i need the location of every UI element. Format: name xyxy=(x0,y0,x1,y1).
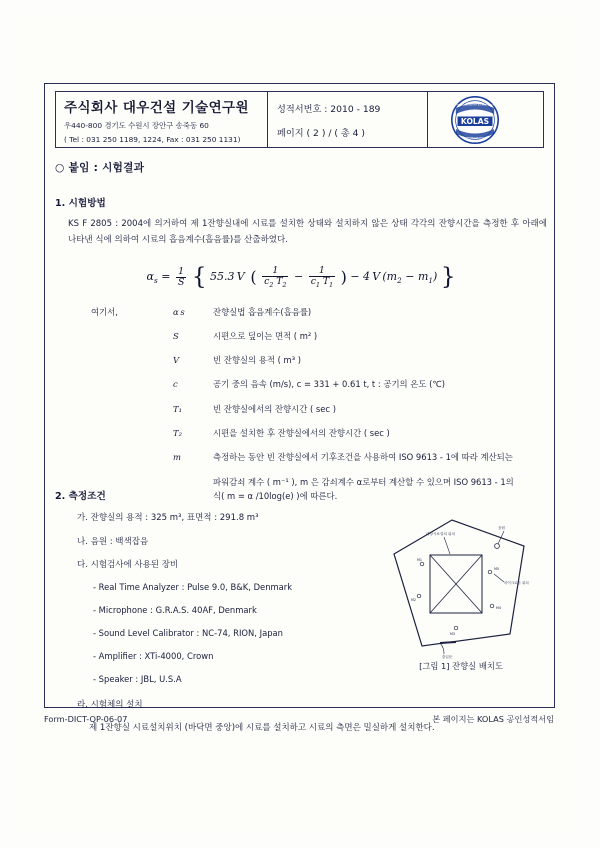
svg-text:음원: 음원 xyxy=(498,526,505,530)
definition-symbol: V xyxy=(173,355,180,366)
formula-term1: $\frac{1}{c_2 T_2}$ xyxy=(264,264,287,289)
definition-row xyxy=(173,403,547,416)
section2-item: 다. 시험검사에 사용된 장비 xyxy=(77,560,179,570)
definition-text: 빈 잔향실에서의 잔향시간 ( sec ) xyxy=(213,403,336,414)
formula-minus1: − xyxy=(293,270,304,284)
definition-row xyxy=(173,330,547,343)
definition-symbol: T₂ xyxy=(173,427,182,438)
section2-installation-text: 제 1잔향실 시료설치위치 (바닥면 중앙)에 시료를 설치하고 시료의 측면은 밀실하게 설치한다. xyxy=(89,723,435,733)
svg-text:TESTING KR 0172: TESTING KR 0172 xyxy=(465,137,485,140)
header-company-cell xyxy=(56,92,268,147)
formula-right-brace: } xyxy=(440,264,456,291)
svg-text:M3: M3 xyxy=(450,632,456,636)
svg-text:M4: M4 xyxy=(496,606,502,610)
section1-title: 1. 시험방법 xyxy=(55,198,106,209)
formula-minus3: − xyxy=(401,270,418,284)
formula-block xyxy=(55,264,547,290)
formula-const: 55.3 V xyxy=(210,270,247,284)
page-number: 페이지 ( 2 ) / ( 총 4 ) xyxy=(277,128,365,139)
section2-item: 나. 음원 : 백색잡음 xyxy=(77,536,149,547)
definition-row xyxy=(91,306,547,319)
section2-title: 2. 측정조건 xyxy=(55,491,106,502)
figure-caption: [그림 1] 잔향실 배치도 xyxy=(419,661,503,671)
svg-text:마이크로폰 위치: 마이크로폰 위치 xyxy=(504,581,529,585)
equipment-item: - Speaker : JBL, U.S.A xyxy=(93,673,182,684)
definition-symbol: S xyxy=(173,331,179,342)
attachment-heading: ○ 붙임 : 시험결과 xyxy=(55,162,145,174)
report-number: 성적서번호 : 2010 - 189 xyxy=(277,104,381,115)
formula-paren-close: ) xyxy=(340,267,347,287)
equipment-item: - Real Time Analyzer : Pulse 9.0, B&K, Denmark xyxy=(93,581,293,592)
svg-text:KOLAS: KOLAS xyxy=(460,117,490,127)
kolas-logo-icon xyxy=(450,95,500,145)
definition-row xyxy=(173,354,547,367)
absorption-formula xyxy=(147,264,456,290)
formula-m1: $m_1$ xyxy=(417,270,434,286)
section1-paragraph: KS F 2805 : 2004에 의거하여 제 1잔향실내에 시료를 설치한 상태와 설치하지 않은 상태 각각의 잔향시간을 측정한 후 아래에 나타낸 식에 의하여 시료의 흡음계수(흡음률)를 산출하였다. xyxy=(68,219,547,245)
footer-kolas-note: 본 페이지는 KOLAS 공인성적서임 xyxy=(432,714,554,724)
svg-text:대상시료설치 위치: 대상시료설치 위치 xyxy=(426,532,455,536)
formula-m2: $m_2$ xyxy=(386,270,402,286)
formula-equals: = xyxy=(161,270,174,284)
definition-list xyxy=(55,306,547,503)
definition-text: 빈 잔향실의 용적 ( m³ ) xyxy=(213,355,301,366)
document-body xyxy=(55,160,547,503)
header-report-cell xyxy=(268,92,428,147)
formula-lhs: $\alpha_s$ xyxy=(146,270,158,286)
company-address: 우440-800 경기도 수원시 장안구 송죽동 60 xyxy=(64,121,209,130)
svg-text:M5: M5 xyxy=(494,567,500,571)
svg-text:M1: M1 xyxy=(417,558,423,562)
header-table xyxy=(55,91,544,148)
formula-minus2: − 4 V ( xyxy=(350,270,387,284)
definition-symbol: c xyxy=(173,379,178,390)
section2-item: 가. 잔향실의 용적 : 325 m³, 표면적 : 291.8 m³ xyxy=(77,513,259,523)
equipment-item: - Sound Level Calibrator : NC-74, RION, Japan xyxy=(93,627,283,638)
definition-text: 측정하는 동안 빈 잔향실에서 기후조건을 사용하여 ISO 9613 - 1에 따라 계산되는 xyxy=(213,451,513,462)
definition-text: 잔향실법 흡음계수(흡음률) xyxy=(213,307,312,318)
definition-text: 시편을 설치한 후 잔향실에서의 잔향시간 ( sec ) xyxy=(213,427,390,438)
footer-form-code: Form-DICT-QP-06-07 xyxy=(44,714,128,724)
reverberation-room-figure xyxy=(378,510,536,660)
definition-symbol: T₁ xyxy=(173,403,182,414)
definition-symbol: α s xyxy=(173,307,185,318)
company-telephone: ( Tel : 031 250 1189, 1224, Fax : 031 250 1131) xyxy=(64,134,241,144)
definition-row xyxy=(173,378,547,391)
definition-row xyxy=(173,451,547,464)
header-logo-cell xyxy=(428,92,543,147)
definition-text: 시편으로 덮이는 면적 ( m² ) xyxy=(213,331,318,342)
section2-installation-title: 라. 시험체의 설치 xyxy=(77,699,143,710)
definition-m-line3: 식( m = α /10log(e) )에 따른다. xyxy=(213,490,338,501)
formula-left-brace: { xyxy=(191,264,207,291)
svg-text:KOREA LABORATORY ACCREDITATION: KOREA LABORATORY ACCREDITATION xyxy=(455,104,495,107)
definition-text: 공기 중의 음속 (m/s), c = 331 + 0.61 t, t : 공기의 온도 (℃) xyxy=(213,379,446,390)
definition-lead: 여기서, xyxy=(91,307,118,318)
formula-paren-open: ( xyxy=(250,267,257,287)
definition-m-line2: 파워감쇠 계수 ( m⁻¹ ), m 은 감쇠계수 α로부터 계산할 수 있으며 ISO 9613 - 1의 xyxy=(213,476,514,487)
definition-symbol: m xyxy=(173,451,181,462)
formula-paren-close2: ) xyxy=(433,270,438,284)
formula-one-over-S: $\frac{1}{S}$ xyxy=(177,266,185,288)
definition-row xyxy=(173,427,547,440)
svg-text:M2: M2 xyxy=(411,598,417,602)
equipment-item: - Amplifier : XTi-4000, Crown xyxy=(93,650,214,661)
equipment-item: - Microphone : G.R.A.S. 40AF, Denmark xyxy=(93,604,257,615)
company-name: 주식회사 대우건설 기술연구원 xyxy=(64,100,249,116)
formula-term2: $\frac{1}{c_1 T_1}$ xyxy=(310,264,334,289)
svg-text:출입문: 출입문 xyxy=(442,655,453,659)
